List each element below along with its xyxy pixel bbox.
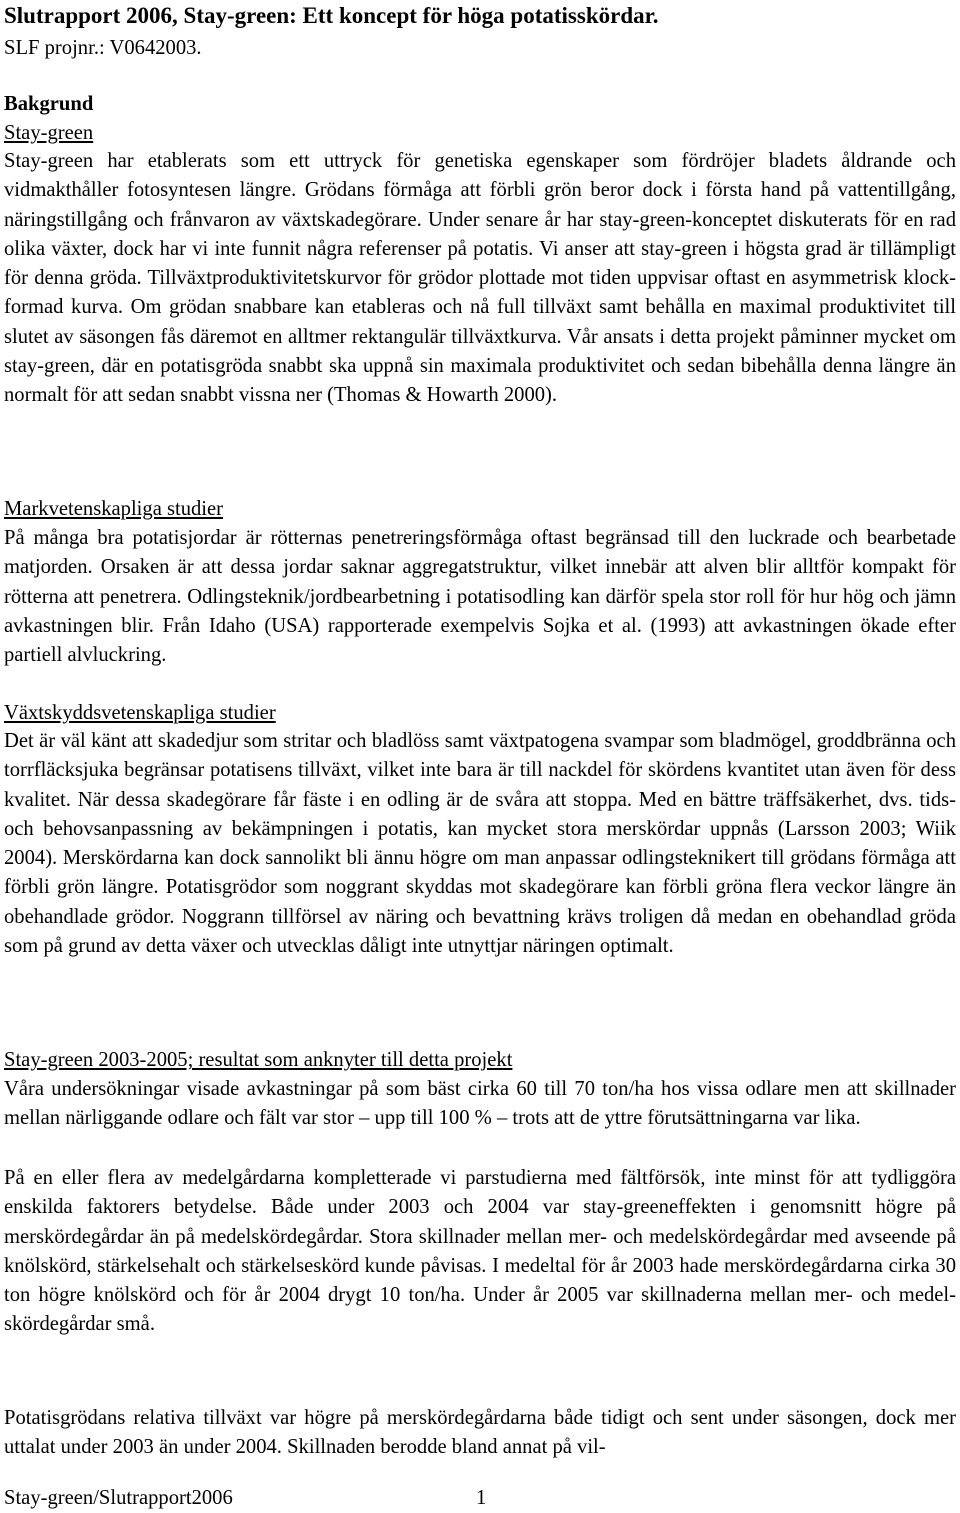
paragraph-markvetenskapliga: På många bra potatisjordar är rötternas penetreringsförmåga oftast begränsad till den luckrade och bearbetade matjorden. Orsaken är att dessa jordar saknar aggregatstruktur, vilket innebär att alven blir alltför kompakt för rötterna att penetrera. Odlingsteknik/jordbearbetning i potatisodling kan därför spela stor roll för hur hög och jämn avkastningen blir. Från Idaho (USA) rapporterade exempelvis Sojka et al. (1993) att avkastningen ökade efter partiell alvluckring. (4, 527, 956, 667)
paragraph-vaxtskydd: Det är väl känt att skadedjur som stritar och bladlöss samt växtpatogena svampar som bladmögel, groddbränna och torrfläcksjuka begränsar potatisens tillväxt, vilket inte bara är till nackdel för skördens kvantitet utan även för dess kvalitet. När dessa skadegörare får fäste i en odling är de svåra att stoppa. Med en bättre träffsäkerhet, dvs. tids- och behovsanpassning av bekämpningen i potatis, kan mycket stora merskördar uppnås (Larsson 2003; Wiik 2004). Merskördarna kan dock sannolikt bli ännu högre om man anpassar odlingsteknikert till grödans förmåga att förbli grön längre. Potatisgrödor som noggrant skyddas mot skadegörare kan förbli gröna flera veckor längre än obehandlade grödor. Noggrann tillförsel av näring och bevattning krävs troligen då medan en obehandlad gröda som på grund av detta växer och utvecklas dåligt inte utnyttjar näringen optimalt. (4, 730, 956, 958)
footer-doc-name: Stay-green/Slutrapport2006 (4, 1487, 233, 1509)
page-number: 1 (476, 1487, 487, 1509)
paragraph-results-1: Våra undersökningar visade avkastningar på som bäst cirka 60 till 70 ton/ha hos vissa odlare men att skillnader mellan närliggande odlare och fält var stor – upp till 100 % – trots att de yttre förutsättningarna var lika. (4, 1078, 956, 1130)
page-footer (4, 1484, 487, 1512)
subheading-stay-green: Stay-green (4, 122, 94, 144)
report-title: Slutrapport 2006, Stay-green: Ett koncept för höga potatisskördar. (4, 3, 659, 28)
subheading-results-2003-2005: Stay-green 2003-2005; resultat som anknyter till detta projekt (4, 1049, 513, 1071)
section-heading-bakgrund: Bakgrund (4, 93, 94, 115)
paragraph-results-3: Potatisgrödans relativa tillväxt var högre på merskördegårdarna både tidigt och sent under säsongen, dock mer uttalat under 2003 än under 2004. Skillnaden berodde bland annat på vil- (4, 1407, 956, 1459)
subheading-vaxtskyddsvetenskapliga-studier: Växtskyddsvetenskapliga studier (4, 702, 276, 724)
project-number: SLF projnr.: V0642003. (4, 37, 202, 59)
paragraph-results-2: På en eller flera av medelgårdarna kompletterade vi parstudierna med fältförsök, inte minst för att tydliggöra enskilda faktorers betydelse. Både under 2003 och 2004 var stay-greeneffekten i genomsnitt högre på merskördegårdar än på medelskördegårdar. Stora skillnader mellan mer- och medelskördegårdar med avseende på knölskörd, stärkelsehalt och stärkelseskörd kunde påvisas. I medeltal för år 2003 hade merskördegårdarna cirka 30 ton högre knölskörd och för år 2004 drygt 10 ton/ha. Under år 2005 var skillnaderna mellan mer- och medelskördegårdar små. (4, 1167, 956, 1336)
paragraph-stay-green: Stay-green har etablerats som ett uttryck för genetiska egenskaper som fördröjer bladets åldrande och vidmakthåller fotosyntesen längre. Grödans förmåga att förbli grön beror dock i första hand på vattentillgång, näringstillgång och frånvaron av växtskadegörare. Under senare år har stay-green-konceptet diskuterats för en rad olika växter, dock har vi inte funnit några referenser på potatis. Vi anser att stay-green i högsta grad är tillämpligt för denna gröda. Tillväxtproduktivitetskurvor för grödor plottade mot tiden uppvisar oftast en asymmetrisk klockformad kurva. Om grödan snabbare kan etableras och nå full tillväxt samt behålla en maximal produktivitet till slutet av säsongen fås däremot en alltmer rektangulär tillväxtkurva. Vår ansats i detta projekt påminner mycket om stay-green, där en potatisgröda snabbt ska uppnå sin maximala produktivitet och sedan bibehålla denna längre än normalt för att sedan snabbt vissna ner (Thomas & Howarth 2000). (4, 150, 956, 407)
subheading-markvetenskapliga-studier: Markvetenskapliga studier (4, 498, 224, 520)
